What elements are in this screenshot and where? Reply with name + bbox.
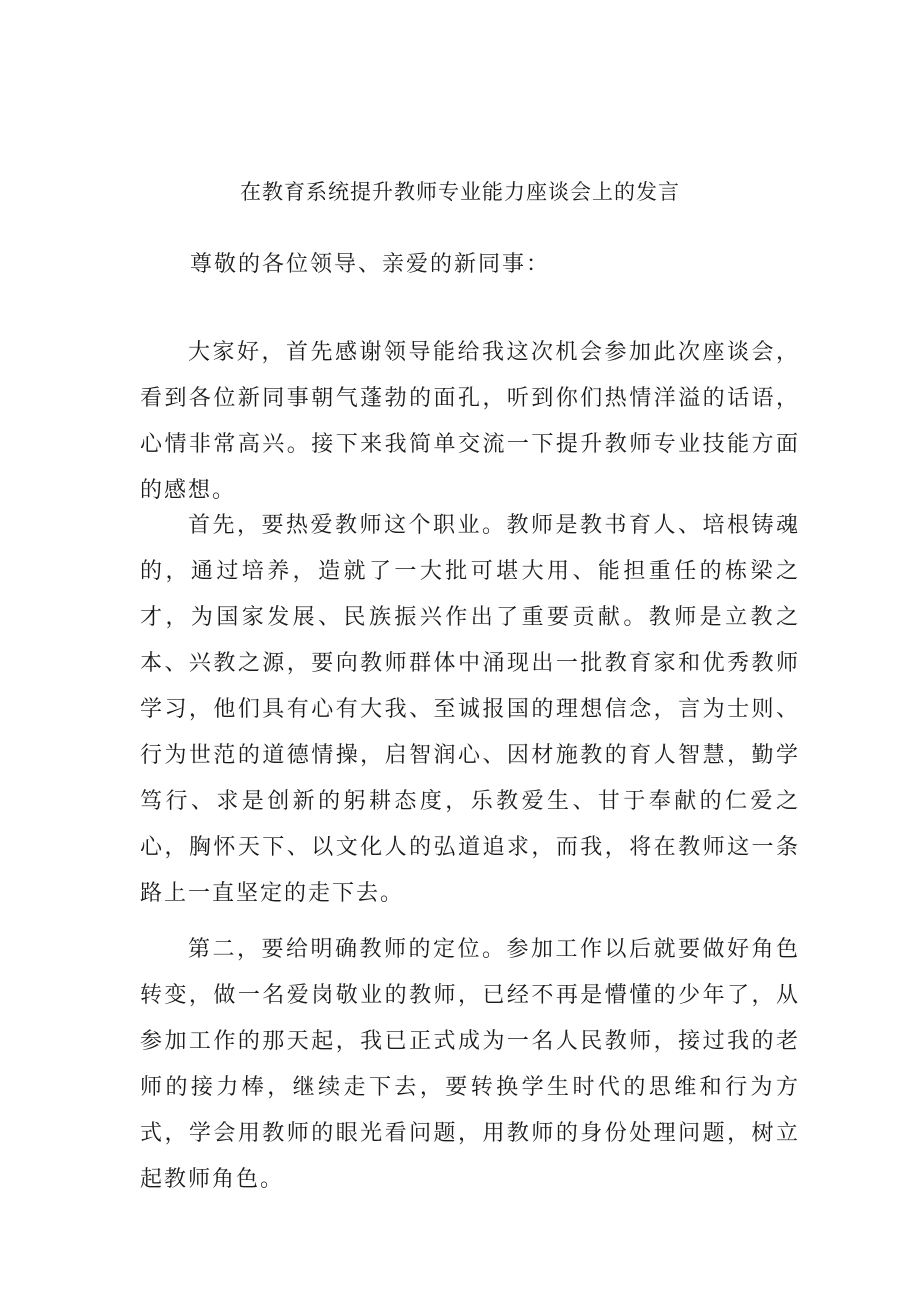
- salutation: 尊敬的各位领导、亲爱的新同事：: [190, 252, 551, 277]
- paragraph-first-point: 首先，要热爱教师这个职业。教师是教书育人、培根铸魂的，通过培养，造就了一大批可堪大用、能担重任的栋梁之才，为国家发展、民族振兴作出了重要贡献。教师是立教之本、兴教之源，要向教师群体中涌现出一批教育家和优秀教师学习，他们具有心有大我、至诚报国的理想信念，言为士则、行为世范的道德情操，启智润心、因材施教的育人智慧，勤学笃行、求是创新的躬耕态度，乐教爱生、甘于奉献的仁爱之心，胸怀天下、以文化人的弘道追求，而我，将在教师这一条路上一直坚定的走下去。: [140, 513, 800, 906]
- paragraph-second-point: 第二，要给明确教师的定位。参加工作以后就要做好角色转变，做一名爱岗敬业的教师，已经不再是懵懂的少年了，从参加工作的那天起，我已正式成为一名人民教师，接过我的老师的接力棒，继续走下去，要转换学生时代的思维和行为方式，学会用教师的眼光看问题，用教师的身份处理问题，树立起教师角色。: [140, 937, 800, 1192]
- document-title: 在教育系统提升教师专业能力座谈会上的发言: [240, 180, 680, 204]
- paragraph-intro: 大家好，首先感谢领导能给我这次机会参加此次座谈会，看到各位新同事朝气蓬勃的面孔，听到你们热情洋溢的话语，心情非常高兴。接下来我简单交流一下提升教师专业技能方面的感想。: [140, 340, 800, 503]
